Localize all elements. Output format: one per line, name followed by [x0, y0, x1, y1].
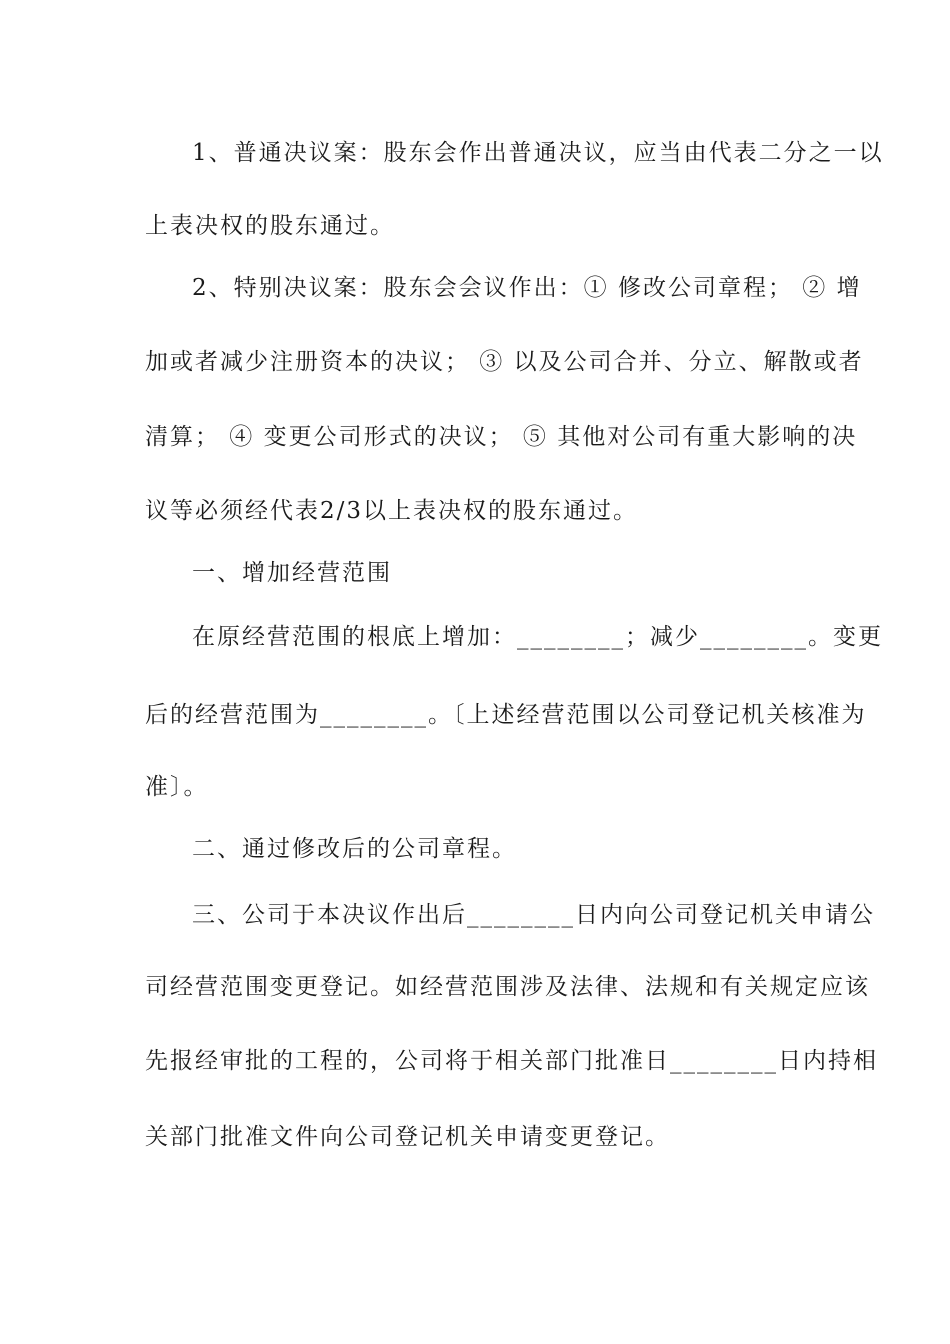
paragraph-ordinary-resolution-line-2: 上表决权的股东通过。 — [145, 213, 395, 239]
paragraph-registration-line-3: 先报经审批的工程的，公司将于相关部门批准日________日内持相 — [145, 1048, 878, 1074]
section-heading-amend-articles: 二、通过修改后的公司章程。 — [192, 836, 517, 862]
paragraph-scope-change-line-1: 在原经营范围的根底上增加：________；减少________。变更 — [192, 624, 883, 650]
paragraph-ordinary-resolution-line-1: 1、普通决议案：股东会作出普通决议，应当由代表二分之一以 — [192, 140, 884, 166]
paragraph-scope-change-line-3: 准〕。 — [145, 774, 209, 800]
paragraph-registration-line-1: 三、公司于本决议作出后________日内向公司登记机关申请公 — [192, 902, 875, 928]
paragraph-special-resolution-line-1: 2、特别决议案：股东会会议作出：① 修改公司章程； ② 增 — [192, 275, 862, 301]
section-heading-increase-scope: 一、增加经营范围 — [192, 560, 392, 586]
paragraph-registration-line-2: 司经营范围变更登记。如经营范围涉及法律、法规和有关规定应该 — [145, 974, 870, 1000]
paragraph-scope-change-line-2: 后的经营范围为________。〔上述经营范围以公司登记机关核准为 — [145, 702, 867, 728]
paragraph-special-resolution-line-2: 加或者减少注册资本的决议； ③ 以及公司合并、分立、解散或者 — [145, 349, 864, 375]
paragraph-special-resolution-line-3: 清算； ④ 变更公司形式的决议； ⑤ 其他对公司有重大影响的决 — [145, 424, 858, 450]
paragraph-special-resolution-line-4: 议等必须经代表2/3以上表决权的股东通过。 — [145, 498, 639, 524]
paragraph-registration-line-4: 关部门批准文件向公司登记机关申请变更登记。 — [145, 1124, 670, 1150]
